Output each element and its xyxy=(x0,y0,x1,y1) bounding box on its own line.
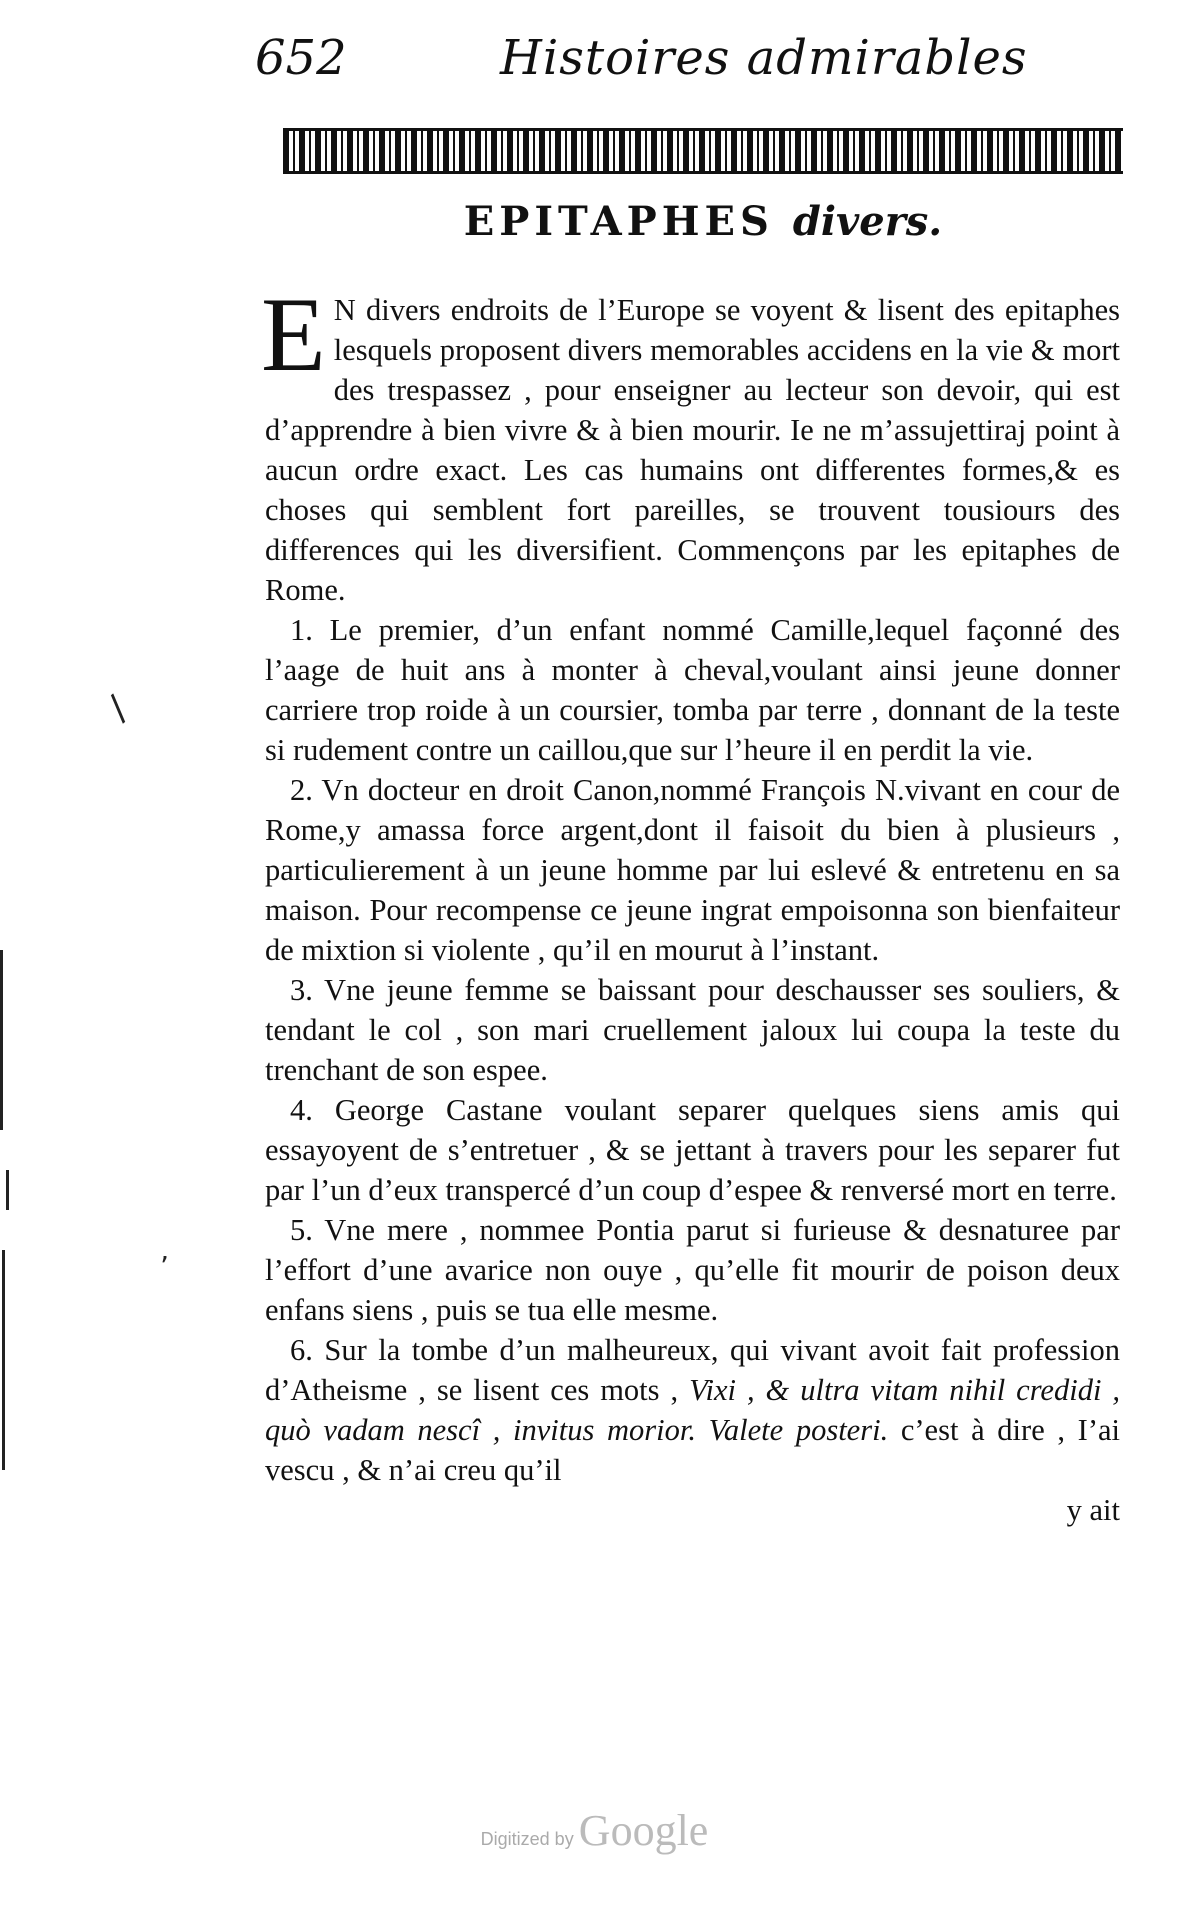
epitaph-item-6: 6. Sur la tombe d’un malheureux, qui vivant avoit fait profession d’Atheisme , se lisent ces mots , Vixi , & ultra vitam nihil credidi , quò vadam nescî , invitus morior. Valete posteri. c’est à dire , I’ai vescu , & n’ai creu qu’il xyxy=(265,1333,1121,1487)
drop-cap: E xyxy=(261,276,326,393)
ornamental-band xyxy=(283,128,1123,174)
heading-small: divers. xyxy=(792,198,943,245)
catchword: y ait xyxy=(1066,1493,1120,1527)
body-text xyxy=(261,276,1121,1530)
epitaph-item-4: 4. George Castane voulant separer quelques siens amis qui essayoyent de s’entretuer , & se jettant à travers pour les separer fut par l’un d’eux transpercé d’un coup d’espee & renversé mort en terre. xyxy=(265,1093,1120,1207)
stray-mark: ’ xyxy=(160,1250,169,1283)
page-number: 652 xyxy=(255,30,347,86)
epitaph-item-2: 2. Vn docteur en droit Canon,nommé François N.vivant en cour de Rome,y amassa force argent,dont il faisoit du bien à plusieurs , particulierement à un jeune homme par lui eslevé & entretenu en sa maison. Pour recompense ce jeune ingrat empoisonna son bienfaiteur de mixtion si violente , qu’il en mourut à l’instant. xyxy=(265,773,1120,967)
epitaph-item-1: 1. Le premier, d’un enfant nommé Camille,lequel façonné des l’aage de huit ans à monter à cheval,voulant ainsi jeune donner carriere trop roide à un coursier, tomba par terre , donnant de la teste si rudement contre un caillou,que sur l’heure il en perdit la vie. xyxy=(265,613,1120,767)
digitization-watermark xyxy=(0,1805,1189,1856)
intro-paragraph: E N divers endroits de l’Europe se voyent & lisent des epitaphes lesquels proposent divers memorables accidens en la vie & mort des trespassez , pour enseigner au lecteur son devoir, qui est d’apprendre à bien vivre & à bien mourir. Ie ne m’assujettiraj point à aucun ordre exact. Les cas humains ont differentes formes,& es choses qui semblent fort pareilles, se trouvent tousiours des differences qui les diversifient. Commençons par les epitaphes de Rome. xyxy=(261,276,1120,607)
stray-mark: / xyxy=(100,688,136,729)
heading-caps: EPITAPHES xyxy=(463,198,774,245)
page-header xyxy=(255,30,1125,100)
margin-scan-marks xyxy=(0,950,28,1510)
section-heading xyxy=(283,198,1123,245)
epitaph-item-3: 3. Vne jeune femme se baissant pour deschausser ses souliers, & tendant le col , son mari cruellement jaloux lui coupa la teste du trenchant de son espee. xyxy=(265,973,1120,1087)
epitaph-item-5: 5. Vne mere , nommee Pontia parut si furieuse & desnaturee par l’effort d’une avarice non ouye , qu’elle fit mourir de poison deux enfans siens , puis se tua elle mesme. xyxy=(265,1213,1120,1327)
latin-quote: Vixi , & ultra vitam nihil credidi , quò vadam nescî , invitus morior. Valete posteri. xyxy=(265,1373,1121,1447)
running-title: Histoires admirables xyxy=(500,30,1028,86)
digitized-label: Digitized by xyxy=(480,1829,574,1849)
google-logo: Google xyxy=(578,1806,709,1855)
